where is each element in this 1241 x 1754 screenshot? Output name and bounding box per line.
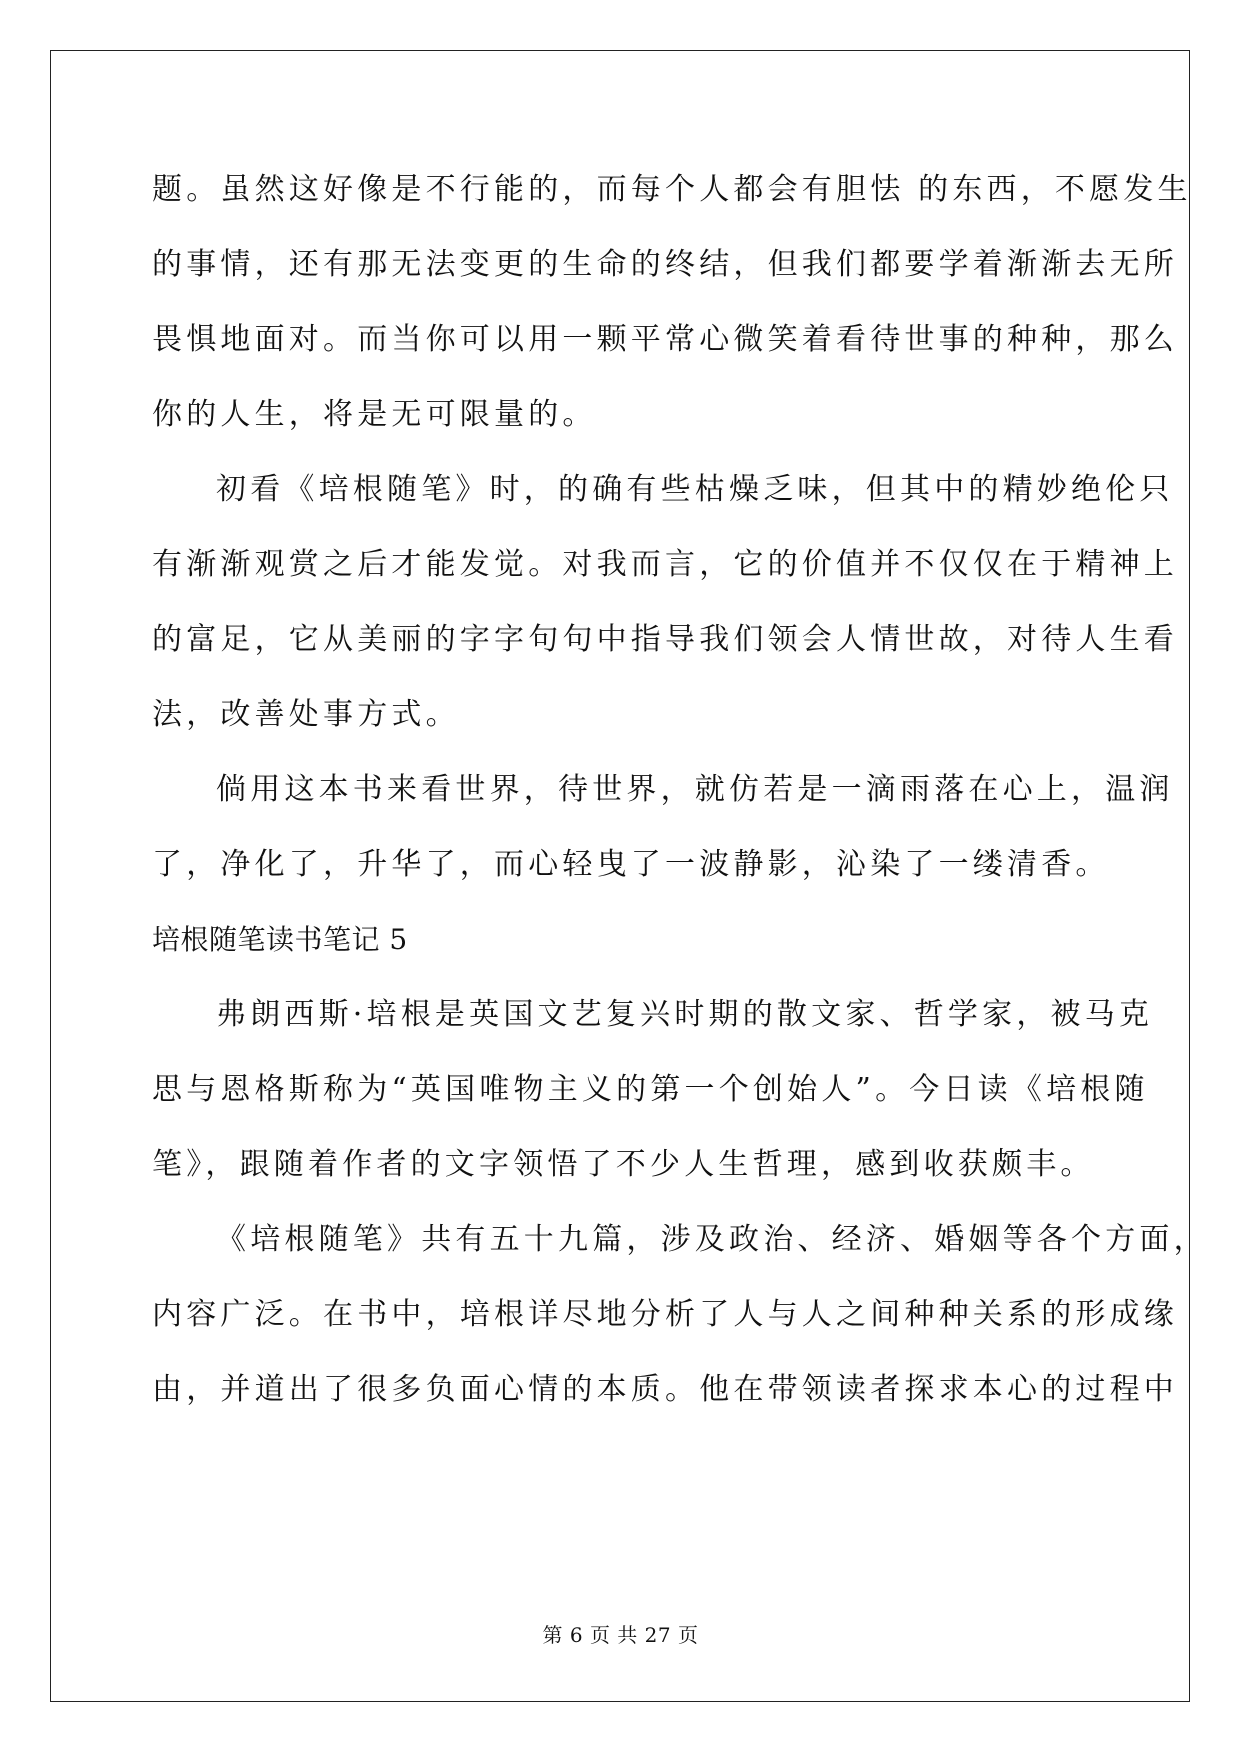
- body-line: 初看《培根随笔》时，的确有些枯燥乏味，但其中的精妙绝伦只: [216, 472, 1174, 507]
- body-line: 的富足，它从美丽的字字句句中指导我们领会人情世故，对待人生看: [152, 622, 1178, 657]
- body-line: 你的人生，将是无可限量的。: [152, 397, 597, 432]
- body-line: 笔》，跟随着作者的文字领悟了不少人生哲理，感到收获颇丰。: [152, 1147, 1095, 1182]
- body-line: 有渐渐观赏之后才能发觉。对我而言，它的价值并不仅仅在于精神上: [152, 547, 1178, 582]
- body-line: 畏惧地面对。而当你可以用一颗平常心微笑着看待世事的种种，那么: [152, 322, 1178, 357]
- body-line: 由，并道出了很多负面心情的本质。他在带领读者探求本心的过程中: [152, 1372, 1178, 1407]
- body-line: 《培根随笔》共有五十九篇，涉及政治、经济、婚姻等各个方面，: [216, 1222, 1208, 1257]
- body-line: 内容广泛。在书中，培根详尽地分析了人与人之间种种关系的形成缘: [152, 1297, 1178, 1332]
- body-line: 的事情，还有那无法变更的生命的终结，但我们都要学着渐渐去无所: [152, 247, 1178, 282]
- body-line: 法，改善处事方式。: [152, 697, 460, 732]
- body-line: 倘用这本书来看世界，待世界，就仿若是一滴雨落在心上，温润: [216, 772, 1174, 807]
- body-line: 题。虽然这好像是不行能的，而每个人都会有胆怯 的东西，不愿发生: [152, 172, 1192, 207]
- body-line: 思与恩格斯称为“英国唯物主义的第一个创始人”。今日读《培根随: [152, 1072, 1149, 1107]
- body-line: 弗朗西斯·培根是英国文艺复兴时期的散文家、哲学家，被马克: [216, 997, 1154, 1032]
- body-line: 了，净化了，升华了，而心轻曳了一波静影，沁染了一缕清香。: [152, 847, 1110, 882]
- page-number-footer: 第 6 页 共 27 页: [542, 1623, 699, 1647]
- section-heading: 培根随笔读书笔记 5: [152, 923, 408, 956]
